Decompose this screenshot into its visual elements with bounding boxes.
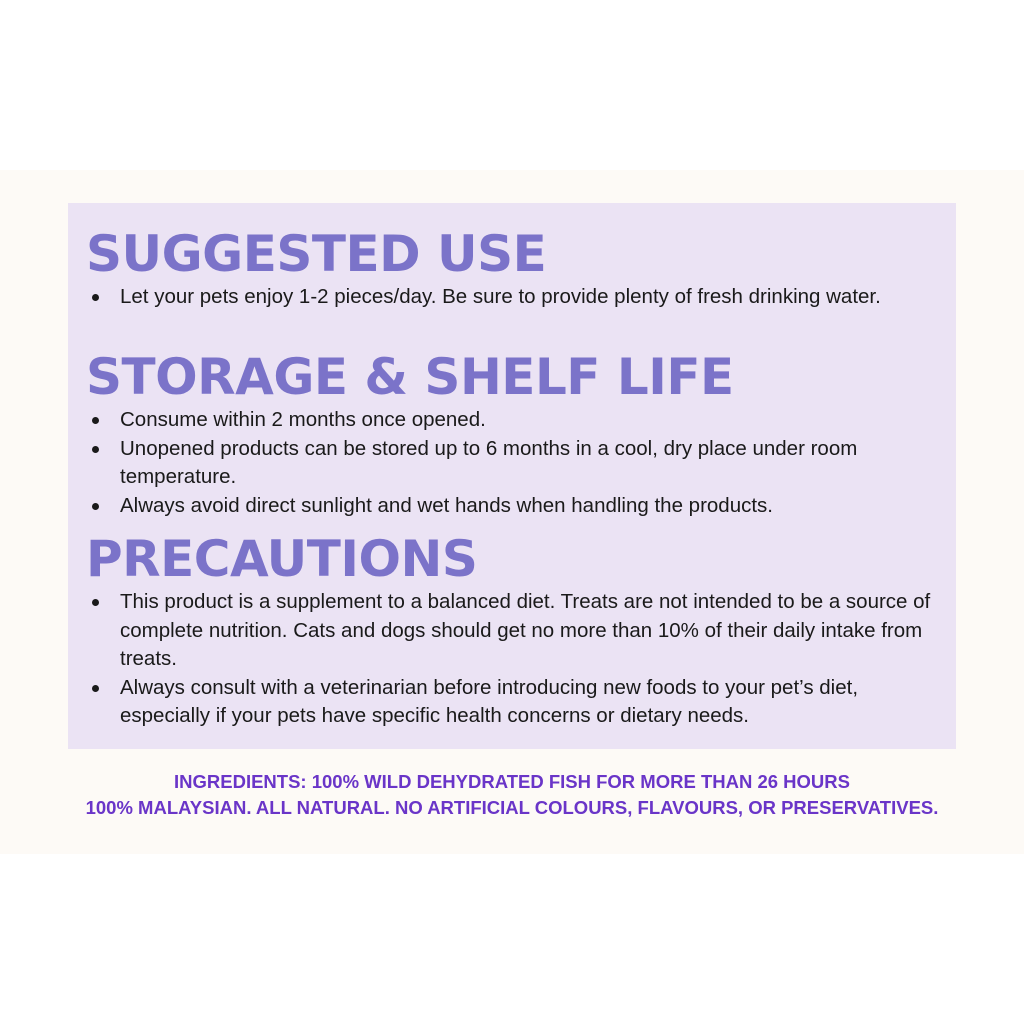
bullet-icon [92, 599, 99, 606]
list-item-text: Always avoid direct sunlight and wet hands when handling the products. [120, 493, 773, 517]
list-item [90, 435, 950, 492]
list-item-text: Unopened products can be stored up to 6 months in a cool, dry place under room temperature. [120, 436, 858, 488]
list-item-text: This product is a supplement to a balanced diet. Treats are not intended to be a source of complete nutrition. Cats and dogs should get no more than 10% of their daily intake from treats. [120, 590, 931, 670]
bullet-icon [92, 294, 99, 301]
list-item-text: Always consult with a veterinarian before introducing new foods to your pet’s diet, especially if your pets have specific health concerns or dietary needs. [120, 675, 859, 727]
list-item-text: Let your pets enjoy 1-2 pieces/day. Be sure to provide plenty of fresh drinking water. [120, 285, 881, 308]
suggested-use-heading: SUGGESTED USE [86, 225, 547, 283]
list-item [90, 283, 950, 312]
list-item [90, 492, 950, 521]
bullet-icon [92, 685, 99, 692]
list-item-text: Consume within 2 months once opened. [120, 408, 486, 431]
list-item [90, 406, 950, 435]
storage-heading: STORAGE & SHELF LIFE [86, 348, 734, 406]
claims-line: 100% MALAYSIAN. ALL NATURAL. NO ARTIFICIAL COLOURS, FLAVOURS, OR PRESERVATIVES. [85, 797, 939, 818]
precautions-list [90, 588, 950, 731]
ingredients-line: INGREDIENTS: 100% WILD DEHYDRATED FISH FOR MORE THAN 26 HOURS [174, 771, 850, 792]
suggested-use-list [90, 283, 950, 312]
bullet-icon [92, 417, 99, 424]
list-item [90, 588, 950, 674]
list-item [90, 674, 950, 731]
bullet-icon [92, 503, 99, 510]
bullet-icon [92, 446, 99, 453]
precautions-heading: PRECAUTIONS [86, 530, 478, 588]
storage-list [90, 406, 950, 520]
